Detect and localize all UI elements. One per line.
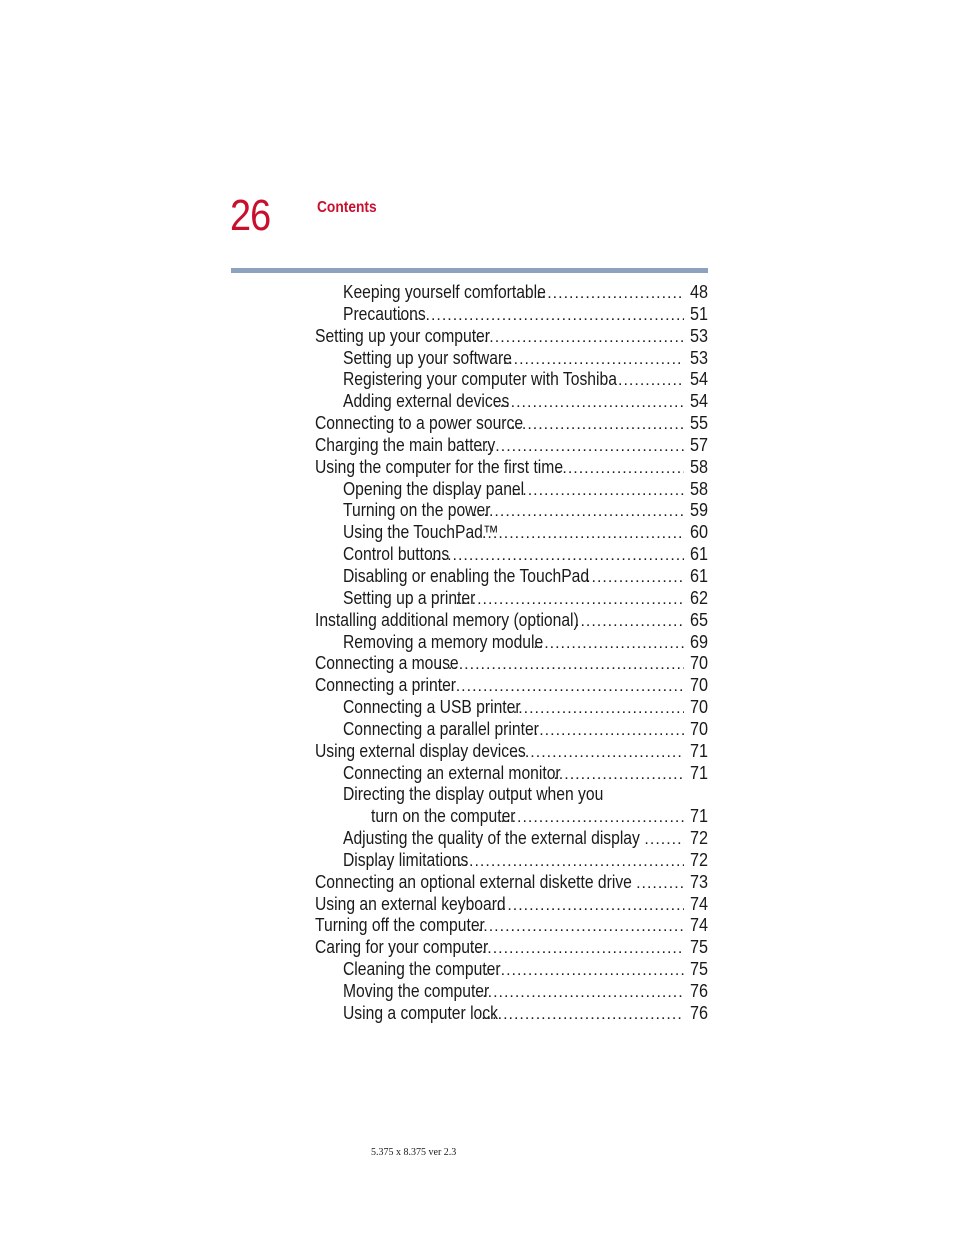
dot-leader	[507, 698, 684, 719]
toc-entry-title: Setting up your computer	[315, 325, 490, 346]
toc-entry-title: Using the computer for the first time	[315, 456, 564, 477]
toc-entry-title: Opening the display panel	[343, 478, 525, 499]
toc-entry-title: Charging the main battery	[315, 434, 496, 455]
dot-leader	[553, 764, 684, 785]
toc-entry-page: 70	[689, 718, 708, 739]
header-rule	[231, 268, 708, 273]
toc-entry-title: Removing a memory module	[343, 631, 544, 652]
toc-entry-page: 70	[689, 653, 708, 674]
dot-leader	[514, 742, 684, 763]
table-of-contents	[315, 282, 708, 1025]
page-number: 26	[230, 191, 271, 240]
toc-entry-page: 75	[689, 937, 708, 958]
toc-entry[interactable]	[315, 588, 708, 610]
toc-entry[interactable]	[315, 500, 708, 522]
toc-entry-title: Adjusting the quality of the external display	[343, 828, 640, 849]
toc-entry-page: 60	[689, 522, 708, 543]
toc-entry-page: 54	[689, 369, 708, 390]
dot-leader	[479, 436, 684, 457]
toc-entry-page: 74	[689, 915, 708, 936]
toc-entry-title: Setting up your software	[343, 347, 512, 368]
toc-entry-page: 71	[689, 806, 708, 827]
toc-entry[interactable]	[315, 981, 708, 1003]
toc-entry-title: turn on the computer	[371, 806, 516, 827]
toc-entry-title: Caring for your computer	[315, 937, 489, 958]
toc-entry-page: 51	[689, 303, 708, 324]
dot-leader	[455, 589, 684, 610]
toc-entry[interactable]	[315, 566, 708, 588]
toc-entry-page: 57	[689, 434, 708, 455]
toc-entry[interactable]	[315, 435, 708, 457]
toc-entry[interactable]	[315, 850, 708, 872]
toc-entry-page: 53	[689, 347, 708, 368]
toc-entry-title: Moving the computer	[343, 981, 490, 1001]
toc-entry-page: 73	[689, 871, 708, 892]
dot-leader	[447, 851, 684, 872]
toc-entry-title: Using a computer lock	[343, 1002, 498, 1023]
dot-leader	[618, 370, 684, 391]
dot-leader	[471, 938, 684, 959]
toc-entry-page: 53	[689, 325, 708, 346]
toc-entry-title: Setting up a printer	[343, 587, 476, 608]
dot-leader	[511, 480, 684, 501]
dot-leader	[473, 327, 684, 348]
toc-entry-page: 71	[689, 762, 708, 783]
toc-entry-title: Connecting an external monitor	[343, 762, 561, 783]
toc-entry-page: 72	[689, 828, 708, 849]
toc-entry[interactable]	[315, 741, 708, 763]
toc-entry-page: 74	[689, 893, 708, 914]
toc-entry-title: Connecting to a power source	[315, 413, 524, 434]
dot-leader	[434, 676, 684, 697]
toc-entry-title: Using external display devices	[315, 740, 526, 761]
dot-leader	[511, 414, 684, 435]
toc-entry[interactable]	[315, 304, 708, 326]
toc-entry-page: 75	[689, 959, 708, 980]
toc-entry[interactable]	[315, 872, 708, 894]
toc-entry[interactable]	[315, 369, 708, 391]
toc-entry-page: 58	[689, 456, 708, 477]
toc-entry-title: Connecting an optional external diskette drive	[315, 871, 632, 892]
toc-entry-page: 55	[689, 413, 708, 434]
toc-entry-title: Disabling or enabling the TouchPad	[343, 565, 590, 586]
dot-leader	[497, 349, 684, 370]
toc-entry-page: 61	[689, 544, 708, 565]
toc-entry-title: Connecting a USB printer	[343, 697, 521, 718]
dot-leader	[491, 895, 684, 916]
toc-entry-title: Control buttons	[343, 544, 450, 565]
toc-entry-continuation[interactable]	[315, 806, 708, 828]
toc-entry-page: 61	[689, 565, 708, 586]
dot-leader	[467, 916, 684, 937]
toc-entry[interactable]	[315, 894, 708, 916]
dot-leader	[575, 611, 684, 632]
toc-entry[interactable]	[315, 675, 708, 697]
dot-leader	[473, 501, 684, 522]
toc-entry-page: 65	[689, 609, 708, 630]
toc-entry[interactable]	[315, 348, 708, 370]
toc-entry[interactable]	[315, 719, 708, 741]
toc-entry-title: Registering your computer with Toshiba	[343, 369, 617, 390]
dot-leader	[437, 654, 684, 675]
toc-entry[interactable]	[315, 282, 708, 304]
toc-entry[interactable]	[315, 413, 708, 435]
toc-entry[interactable]	[315, 479, 708, 501]
toc-entry[interactable]	[315, 391, 708, 413]
toc-entry[interactable]	[315, 632, 708, 654]
dot-leader	[528, 720, 684, 741]
toc-entry-page: 62	[689, 587, 708, 608]
toc-entry-title: Keeping yourself comfortable	[343, 282, 546, 302]
dot-leader	[471, 982, 684, 1003]
toc-entry-title: Adding external devices	[343, 391, 510, 412]
dot-leader	[533, 633, 684, 654]
toc-entry-title: Connecting a parallel printer	[343, 718, 539, 739]
dot-leader	[398, 305, 684, 326]
toc-entry[interactable]	[315, 610, 708, 632]
dot-leader	[644, 829, 684, 850]
toc-entry-title: Directing the display output when you	[343, 784, 604, 805]
toc-entry-title: Installing additional memory (optional)	[315, 609, 579, 630]
toc-entry-page: 48	[689, 282, 708, 302]
toc-entry-title: Precautions	[343, 303, 426, 324]
toc-entry[interactable]	[315, 784, 708, 806]
toc-entry-page: 71	[689, 740, 708, 761]
dot-leader	[586, 567, 684, 588]
toc-entry[interactable]	[315, 937, 708, 959]
dot-leader	[425, 545, 684, 566]
toc-entry-page: 59	[689, 500, 708, 521]
toc-entry[interactable]	[315, 697, 708, 719]
toc-entry-page: 76	[689, 981, 708, 1001]
toc-entry[interactable]	[315, 653, 708, 675]
dot-leader	[482, 523, 684, 544]
toc-entry-title: Using the TouchPad™	[343, 522, 499, 543]
toc-entry-title: Turning off the computer	[315, 915, 485, 936]
toc-entry-title: Connecting a printer	[315, 675, 457, 696]
toc-entry-page: 70	[689, 697, 708, 718]
section-title: Contents	[317, 199, 377, 216]
dot-leader	[481, 1004, 684, 1025]
toc-entry-title: Turning on the power	[343, 500, 491, 521]
toc-entry[interactable]	[315, 763, 708, 785]
toc-entry[interactable]	[315, 828, 708, 850]
toc-entry[interactable]	[315, 522, 708, 544]
toc-entry-title: Connecting a mouse	[315, 653, 459, 674]
toc-entry[interactable]	[315, 959, 708, 981]
dot-leader	[501, 807, 684, 828]
toc-entry[interactable]	[315, 1003, 708, 1025]
dot-leader	[494, 392, 684, 413]
toc-entry-page: 70	[689, 675, 708, 696]
dot-leader	[557, 458, 684, 479]
toc-entry[interactable]	[315, 915, 708, 937]
toc-entry-title: Cleaning the computer	[343, 959, 501, 980]
toc-entry-page: 72	[689, 849, 708, 870]
toc-entry-page: 58	[689, 478, 708, 499]
dot-leader	[636, 873, 684, 894]
toc-entry-page: 69	[689, 631, 708, 652]
toc-entry[interactable]	[315, 326, 708, 348]
toc-entry-title: Display limitations	[343, 849, 469, 870]
toc-entry-page: 54	[689, 391, 708, 412]
dot-leader	[484, 960, 684, 981]
toc-entry-page: 76	[689, 1002, 708, 1023]
footer-note: 5.375 x 8.375 ver 2.3	[371, 1147, 457, 1158]
toc-entry[interactable]	[315, 544, 708, 566]
dot-leader	[536, 283, 684, 304]
toc-entry[interactable]	[315, 457, 708, 479]
toc-entry-title: Using an external keyboard	[315, 893, 506, 914]
